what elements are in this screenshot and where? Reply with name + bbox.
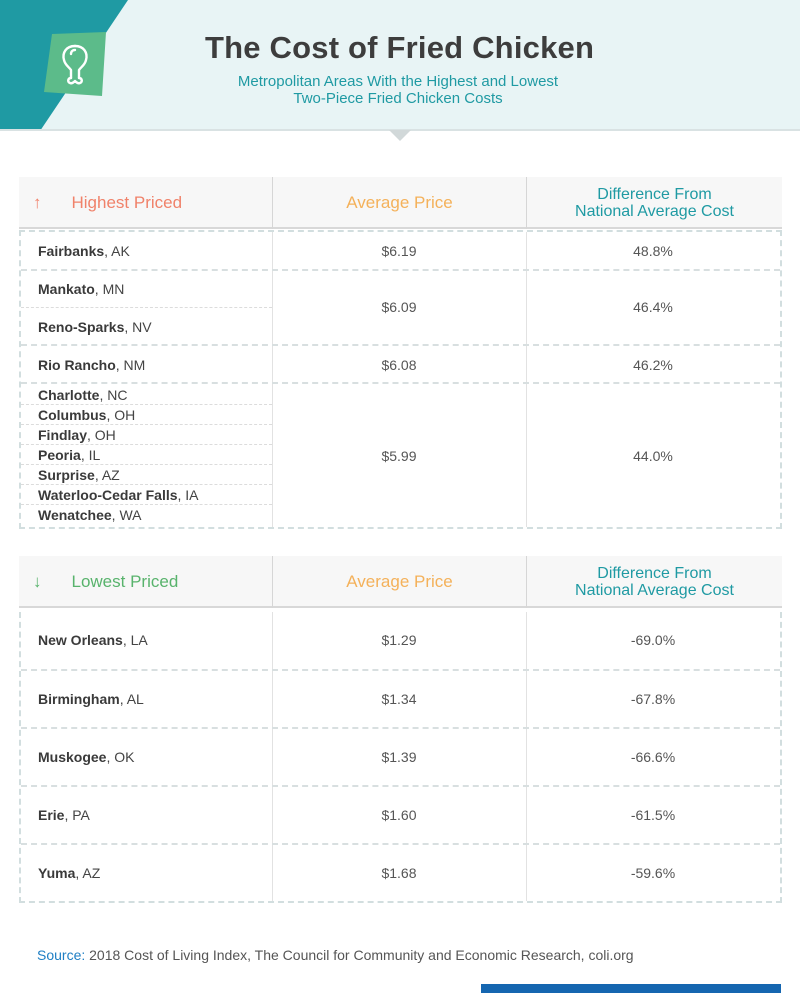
city-name: Columbus: [38, 407, 107, 423]
price-cell: $5.99: [381, 448, 417, 464]
row-divider: [21, 344, 780, 346]
page-title: The Cost of Fried Chicken: [205, 30, 595, 65]
source-label: Source:: [37, 947, 86, 963]
column-divider: [272, 232, 273, 527]
lowest-priced-table: [19, 556, 782, 903]
city-name: Charlotte: [38, 387, 100, 403]
price-cell: $6.09: [381, 299, 417, 315]
lowest-priced-label: Lowest Priced: [71, 572, 179, 591]
page-subtitle: [180, 73, 616, 107]
city-name: Waterloo-Cedar Falls: [38, 487, 178, 503]
difference-header-line-1: Difference From: [597, 565, 712, 582]
subtitle-line-1: Metropolitan Areas With the Highest and Lowest: [237, 73, 559, 90]
city-cell: [38, 281, 124, 297]
state-abbr: , AZ: [75, 865, 101, 881]
avg-price-header-cell: [272, 556, 526, 608]
city-name: Findlay: [38, 427, 88, 443]
state-abbr: , NM: [115, 357, 146, 373]
state-abbr: , NV: [124, 319, 152, 335]
lowest-table-body: [19, 612, 782, 903]
difference-cell: -67.8%: [630, 691, 676, 707]
city-cell: [38, 632, 148, 648]
city-name: Yuma: [38, 865, 76, 881]
city-cell: [38, 427, 116, 443]
avg-price-header: Average Price: [346, 572, 453, 591]
difference-header-cell: [526, 177, 782, 229]
subtitle-line-2: Two-Piece Fried Chicken Costs: [293, 90, 503, 107]
city-cell: [38, 487, 199, 503]
price-cell: $6.19: [381, 243, 417, 259]
state-abbr: , IL: [80, 447, 101, 463]
highest-priced-label: Highest Priced: [71, 193, 183, 212]
price-cell: $1.29: [381, 632, 417, 648]
difference-header-line-1: Difference From: [597, 186, 712, 203]
difference-cell: 46.4%: [633, 299, 673, 315]
column-divider: [526, 232, 527, 527]
difference-header: [575, 565, 734, 599]
city-name: Fairbanks: [38, 243, 105, 259]
row-divider: [21, 504, 272, 505]
difference-cell: -69.0%: [630, 632, 676, 648]
state-abbr: , OH: [106, 407, 136, 423]
row-divider: [21, 424, 272, 425]
avg-price-header-cell: [272, 177, 526, 229]
city-name: Reno-Sparks: [38, 319, 125, 335]
row-divider: [21, 464, 272, 465]
row-divider: [21, 785, 780, 787]
row-divider: [21, 843, 780, 845]
state-abbr: , WA: [111, 507, 142, 523]
price-cell: $1.34: [381, 691, 417, 707]
city-cell: [38, 807, 90, 823]
city-cell: [38, 691, 144, 707]
city-name: Erie: [38, 807, 65, 823]
avg-price-header: Average Price: [346, 193, 453, 212]
difference-cell: 46.2%: [633, 357, 673, 373]
row-divider: [21, 382, 780, 384]
city-cell: [38, 447, 100, 463]
difference-header-line-2: National Average Cost: [575, 203, 734, 220]
highest-table-body: [19, 230, 782, 529]
difference-cell: -61.5%: [630, 807, 676, 823]
highest-table-header: [19, 177, 782, 229]
difference-cell: 44.0%: [633, 448, 673, 464]
city-name: Rio Rancho: [38, 357, 116, 373]
row-divider: [21, 307, 272, 308]
price-cell: $1.60: [381, 807, 417, 823]
row-divider: [21, 269, 780, 271]
footer-bar: [481, 984, 781, 993]
city-name: New Orleans: [38, 632, 123, 648]
source-text: 2018 Cost of Living Index, The Council for Community and Economic Research, coli.org: [85, 947, 634, 963]
city-name: Mankato: [38, 281, 95, 297]
city-cell: [38, 865, 100, 881]
city-cell: [38, 407, 135, 423]
difference-cell: -66.6%: [630, 749, 676, 765]
price-cell: $1.68: [381, 865, 417, 881]
row-divider: [21, 669, 780, 671]
difference-header-cell: [526, 556, 782, 608]
state-abbr: , AL: [119, 691, 144, 707]
difference-cell: 48.8%: [633, 243, 673, 259]
state-abbr: , IA: [177, 487, 199, 503]
difference-header-line-2: National Average Cost: [575, 582, 734, 599]
state-abbr: , OH: [87, 427, 116, 443]
city-name: Muskogee: [38, 749, 107, 765]
row-divider: [21, 484, 272, 485]
state-abbr: , NC: [99, 387, 128, 403]
down-arrow-icon: ↓: [33, 572, 42, 591]
city-cell: [38, 243, 130, 259]
lowest-table-header: [19, 556, 782, 608]
lowest-label-cell: [19, 556, 272, 608]
highest-priced-table: [19, 177, 782, 529]
up-arrow-icon: ↑: [33, 193, 42, 212]
header-pointer: [389, 130, 411, 141]
row-divider: [21, 444, 272, 445]
state-abbr: , OK: [106, 749, 135, 765]
row-divider: [21, 404, 272, 405]
state-abbr: , AZ: [94, 467, 120, 483]
price-cell: $6.08: [381, 357, 417, 373]
city-cell: [38, 507, 141, 523]
state-abbr: , LA: [122, 632, 148, 648]
highest-label-cell: [19, 177, 272, 229]
city-name: Wenatchee: [38, 507, 112, 523]
difference-cell: -59.6%: [630, 865, 676, 881]
city-name: Surprise: [38, 467, 95, 483]
city-cell: [38, 467, 120, 483]
difference-header: [575, 186, 734, 220]
source-note: [37, 947, 634, 963]
state-abbr: , PA: [64, 807, 90, 823]
city-cell: [38, 387, 127, 403]
state-abbr: , MN: [94, 281, 125, 297]
city-name: Peoria: [38, 447, 81, 463]
city-cell: [38, 319, 152, 335]
city-name: Birmingham: [38, 691, 120, 707]
city-cell: [38, 749, 134, 765]
state-abbr: , AK: [104, 243, 130, 259]
price-cell: $1.39: [381, 749, 417, 765]
city-cell: [38, 357, 145, 373]
chicken-drumstick-icon: [44, 32, 106, 96]
row-divider: [21, 727, 780, 729]
